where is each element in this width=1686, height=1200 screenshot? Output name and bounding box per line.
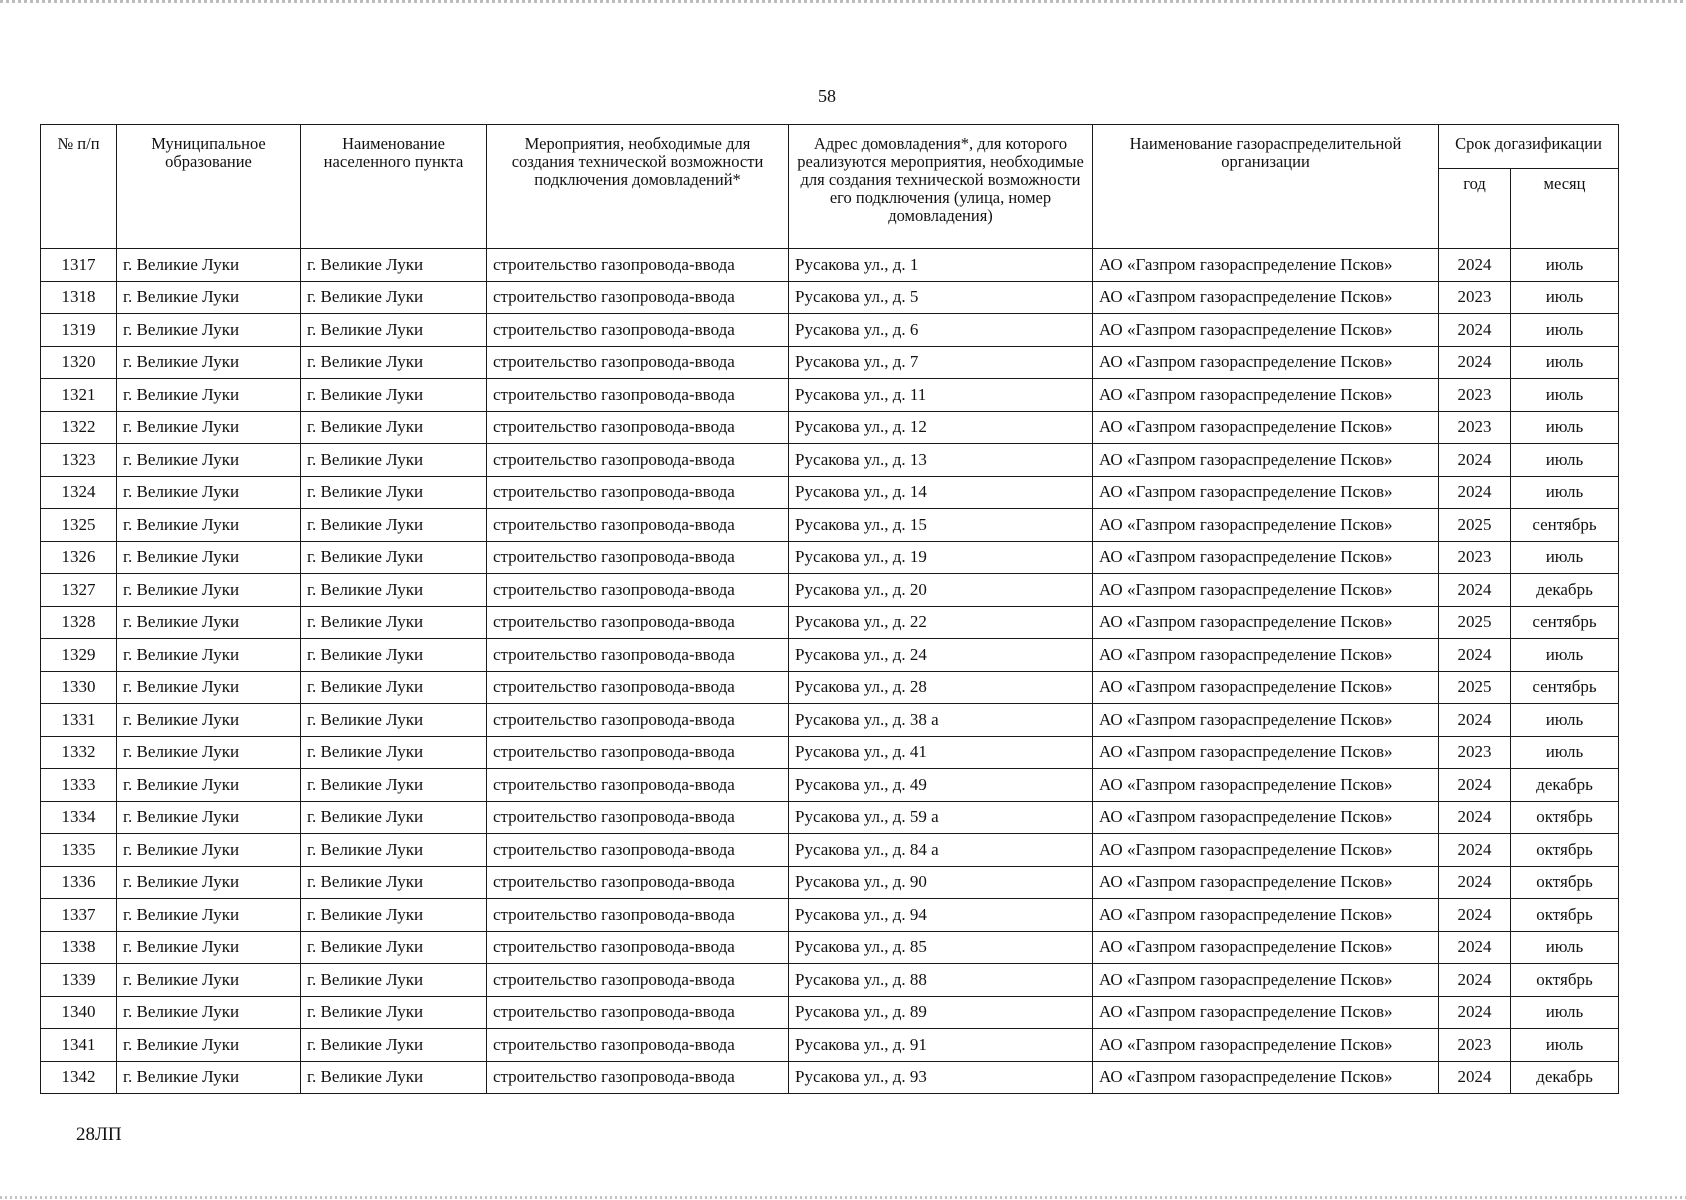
cell-year: 2023	[1439, 281, 1511, 314]
cell-municipality: г. Великие Луки	[117, 249, 301, 282]
cell-num: 1342	[41, 1061, 117, 1094]
cell-month: декабрь	[1511, 1061, 1619, 1094]
cell-address: Русакова ул., д. 15	[789, 509, 1093, 542]
table-header-row	[41, 125, 1619, 169]
cell-municipality: г. Великие Луки	[117, 639, 301, 672]
page-number: 58	[818, 86, 836, 106]
header-organization: Наименование газораспределительной организации	[1093, 125, 1439, 249]
cell-address: Русакова ул., д. 5	[789, 281, 1093, 314]
cell-address: Русакова ул., д. 90	[789, 866, 1093, 899]
cell-month: октябрь	[1511, 866, 1619, 899]
table-row	[41, 834, 1619, 867]
cell-month: октябрь	[1511, 801, 1619, 834]
cell-num: 1326	[41, 541, 117, 574]
cell-measures: строительство газопровода-ввода	[487, 704, 789, 737]
table-row	[41, 1061, 1619, 1094]
cell-settlement: г. Великие Луки	[301, 801, 487, 834]
cell-year: 2024	[1439, 1061, 1511, 1094]
cell-num: 1318	[41, 281, 117, 314]
cell-address: Русакова ул., д. 85	[789, 931, 1093, 964]
cell-organization: АО «Газпром газораспределение Псков»	[1093, 1061, 1439, 1094]
cell-year: 2023	[1439, 541, 1511, 574]
cell-month: июль	[1511, 346, 1619, 379]
cell-year: 2023	[1439, 1029, 1511, 1062]
cell-year: 2025	[1439, 606, 1511, 639]
cell-address: Русакова ул., д. 19	[789, 541, 1093, 574]
cell-measures: строительство газопровода-ввода	[487, 476, 789, 509]
cell-organization: АО «Газпром газораспределение Псков»	[1093, 541, 1439, 574]
cell-num: 1329	[41, 639, 117, 672]
cell-measures: строительство газопровода-ввода	[487, 899, 789, 932]
cell-year: 2023	[1439, 379, 1511, 412]
cell-address: Русакова ул., д. 12	[789, 411, 1093, 444]
scan-edge-top	[0, 0, 1686, 3]
cell-measures: строительство газопровода-ввода	[487, 769, 789, 802]
cell-address: Русакова ул., д. 13	[789, 444, 1093, 477]
cell-measures: строительство газопровода-ввода	[487, 1061, 789, 1094]
cell-organization: АО «Газпром газораспределение Псков»	[1093, 801, 1439, 834]
cell-organization: АО «Газпром газораспределение Псков»	[1093, 574, 1439, 607]
cell-measures: строительство газопровода-ввода	[487, 606, 789, 639]
cell-num: 1325	[41, 509, 117, 542]
cell-month: июль	[1511, 736, 1619, 769]
cell-measures: строительство газопровода-ввода	[487, 639, 789, 672]
table-row	[41, 411, 1619, 444]
cell-organization: АО «Газпром газораспределение Псков»	[1093, 314, 1439, 347]
cell-organization: АО «Газпром газораспределение Псков»	[1093, 834, 1439, 867]
cell-year: 2024	[1439, 866, 1511, 899]
cell-settlement: г. Великие Луки	[301, 574, 487, 607]
cell-month: июль	[1511, 541, 1619, 574]
scan-edge-bottom	[0, 1196, 1686, 1199]
cell-settlement: г. Великие Луки	[301, 769, 487, 802]
cell-municipality: г. Великие Луки	[117, 1029, 301, 1062]
table-row	[41, 931, 1619, 964]
cell-year: 2024	[1439, 574, 1511, 607]
cell-municipality: г. Великие Луки	[117, 346, 301, 379]
cell-address: Русакова ул., д. 1	[789, 249, 1093, 282]
cell-municipality: г. Великие Луки	[117, 704, 301, 737]
cell-municipality: г. Великие Луки	[117, 411, 301, 444]
cell-settlement: г. Великие Луки	[301, 996, 487, 1029]
cell-municipality: г. Великие Луки	[117, 671, 301, 704]
cell-num: 1328	[41, 606, 117, 639]
table-row	[41, 281, 1619, 314]
cell-month: июль	[1511, 281, 1619, 314]
cell-num: 1317	[41, 249, 117, 282]
cell-address: Русакова ул., д. 89	[789, 996, 1093, 1029]
cell-num: 1327	[41, 574, 117, 607]
cell-measures: строительство газопровода-ввода	[487, 444, 789, 477]
cell-address: Русакова ул., д. 7	[789, 346, 1093, 379]
table-row	[41, 314, 1619, 347]
cell-municipality: г. Великие Луки	[117, 866, 301, 899]
cell-month: июль	[1511, 379, 1619, 412]
cell-organization: АО «Газпром газораспределение Псков»	[1093, 671, 1439, 704]
cell-municipality: г. Великие Луки	[117, 801, 301, 834]
cell-settlement: г. Великие Луки	[301, 964, 487, 997]
cell-municipality: г. Великие Луки	[117, 996, 301, 1029]
cell-year: 2023	[1439, 736, 1511, 769]
cell-settlement: г. Великие Луки	[301, 671, 487, 704]
cell-municipality: г. Великие Луки	[117, 931, 301, 964]
cell-year: 2024	[1439, 704, 1511, 737]
cell-address: Русакова ул., д. 28	[789, 671, 1093, 704]
cell-address: Русакова ул., д. 22	[789, 606, 1093, 639]
cell-address: Русакова ул., д. 24	[789, 639, 1093, 672]
cell-num: 1321	[41, 379, 117, 412]
cell-year: 2024	[1439, 931, 1511, 964]
table-row	[41, 704, 1619, 737]
cell-organization: АО «Газпром газораспределение Псков»	[1093, 444, 1439, 477]
table-row	[41, 769, 1619, 802]
cell-month: сентябрь	[1511, 509, 1619, 542]
cell-month: июль	[1511, 1029, 1619, 1062]
cell-num: 1339	[41, 964, 117, 997]
cell-municipality: г. Великие Луки	[117, 899, 301, 932]
cell-settlement: г. Великие Луки	[301, 866, 487, 899]
footer-code: 28ЛП	[76, 1124, 122, 1145]
cell-year: 2024	[1439, 249, 1511, 282]
cell-year: 2023	[1439, 411, 1511, 444]
cell-address: Русакова ул., д. 88	[789, 964, 1093, 997]
cell-measures: строительство газопровода-ввода	[487, 249, 789, 282]
cell-measures: строительство газопровода-ввода	[487, 801, 789, 834]
table-row	[41, 899, 1619, 932]
table-row	[41, 379, 1619, 412]
cell-organization: АО «Газпром газораспределение Псков»	[1093, 476, 1439, 509]
cell-settlement: г. Великие Луки	[301, 476, 487, 509]
cell-municipality: г. Великие Луки	[117, 379, 301, 412]
cell-measures: строительство газопровода-ввода	[487, 964, 789, 997]
cell-month: июль	[1511, 704, 1619, 737]
cell-organization: АО «Газпром газораспределение Псков»	[1093, 736, 1439, 769]
cell-year: 2024	[1439, 639, 1511, 672]
table-row	[41, 574, 1619, 607]
cell-year: 2024	[1439, 899, 1511, 932]
cell-settlement: г. Великие Луки	[301, 249, 487, 282]
cell-municipality: г. Великие Луки	[117, 541, 301, 574]
cell-organization: АО «Газпром газораспределение Псков»	[1093, 866, 1439, 899]
cell-num: 1332	[41, 736, 117, 769]
cell-month: июль	[1511, 444, 1619, 477]
cell-settlement: г. Великие Луки	[301, 736, 487, 769]
cell-address: Русакова ул., д. 49	[789, 769, 1093, 802]
cell-municipality: г. Великие Луки	[117, 509, 301, 542]
table-row	[41, 996, 1619, 1029]
cell-measures: строительство газопровода-ввода	[487, 1029, 789, 1062]
cell-measures: строительство газопровода-ввода	[487, 509, 789, 542]
cell-num: 1336	[41, 866, 117, 899]
cell-address: Русакова ул., д. 20	[789, 574, 1093, 607]
table-row	[41, 964, 1619, 997]
table-row	[41, 671, 1619, 704]
cell-address: Русакова ул., д. 84 а	[789, 834, 1093, 867]
cell-num: 1340	[41, 996, 117, 1029]
table-row	[41, 639, 1619, 672]
cell-measures: строительство газопровода-ввода	[487, 671, 789, 704]
cell-address: Русакова ул., д. 91	[789, 1029, 1093, 1062]
cell-settlement: г. Великие Луки	[301, 379, 487, 412]
cell-measures: строительство газопровода-ввода	[487, 996, 789, 1029]
cell-address: Русакова ул., д. 41	[789, 736, 1093, 769]
cell-month: июль	[1511, 476, 1619, 509]
cell-year: 2024	[1439, 444, 1511, 477]
cell-month: июль	[1511, 411, 1619, 444]
table-row	[41, 866, 1619, 899]
cell-municipality: г. Великие Луки	[117, 444, 301, 477]
cell-settlement: г. Великие Луки	[301, 899, 487, 932]
cell-month: июль	[1511, 931, 1619, 964]
cell-settlement: г. Великие Луки	[301, 1061, 487, 1094]
cell-year: 2024	[1439, 996, 1511, 1029]
header-month: месяц	[1511, 169, 1619, 249]
header-municipality: Муниципальное образование	[117, 125, 301, 249]
cell-year: 2024	[1439, 801, 1511, 834]
cell-num: 1334	[41, 801, 117, 834]
cell-month: сентябрь	[1511, 606, 1619, 639]
cell-measures: строительство газопровода-ввода	[487, 314, 789, 347]
cell-settlement: г. Великие Луки	[301, 1029, 487, 1062]
cell-month: июль	[1511, 639, 1619, 672]
cell-settlement: г. Великие Луки	[301, 931, 487, 964]
cell-num: 1323	[41, 444, 117, 477]
cell-municipality: г. Великие Луки	[117, 476, 301, 509]
cell-settlement: г. Великие Луки	[301, 639, 487, 672]
table-row	[41, 509, 1619, 542]
cell-month: июль	[1511, 996, 1619, 1029]
header-address: Адрес домовладения*, для которого реализуются мероприятия, необходимые для создания технической возможности его подключения (улица, номер домовладения)	[789, 125, 1093, 249]
cell-num: 1324	[41, 476, 117, 509]
cell-settlement: г. Великие Луки	[301, 606, 487, 639]
cell-month: декабрь	[1511, 769, 1619, 802]
cell-address: Русакова ул., д. 14	[789, 476, 1093, 509]
cell-municipality: г. Великие Луки	[117, 964, 301, 997]
cell-municipality: г. Великие Луки	[117, 281, 301, 314]
cell-year: 2025	[1439, 509, 1511, 542]
cell-measures: строительство газопровода-ввода	[487, 346, 789, 379]
table-row	[41, 249, 1619, 282]
table-row	[41, 1029, 1619, 1062]
table-row	[41, 541, 1619, 574]
cell-measures: строительство газопровода-ввода	[487, 866, 789, 899]
cell-organization: АО «Газпром газораспределение Псков»	[1093, 704, 1439, 737]
cell-organization: АО «Газпром газораспределение Псков»	[1093, 606, 1439, 639]
cell-year: 2024	[1439, 964, 1511, 997]
cell-organization: АО «Газпром газораспределение Псков»	[1093, 996, 1439, 1029]
cell-month: октябрь	[1511, 964, 1619, 997]
cell-address: Русакова ул., д. 59 а	[789, 801, 1093, 834]
cell-municipality: г. Великие Луки	[117, 1061, 301, 1094]
cell-settlement: г. Великие Луки	[301, 444, 487, 477]
cell-month: декабрь	[1511, 574, 1619, 607]
cell-address: Русакова ул., д. 11	[789, 379, 1093, 412]
cell-settlement: г. Великие Луки	[301, 541, 487, 574]
cell-settlement: г. Великие Луки	[301, 281, 487, 314]
cell-organization: АО «Газпром газораспределение Псков»	[1093, 964, 1439, 997]
cell-month: сентябрь	[1511, 671, 1619, 704]
cell-num: 1331	[41, 704, 117, 737]
cell-year: 2024	[1439, 769, 1511, 802]
cell-organization: АО «Газпром газораспределение Псков»	[1093, 281, 1439, 314]
cell-organization: АО «Газпром газораспределение Псков»	[1093, 931, 1439, 964]
cell-settlement: г. Великие Луки	[301, 346, 487, 379]
cell-municipality: г. Великие Луки	[117, 574, 301, 607]
cell-num: 1337	[41, 899, 117, 932]
header-year: год	[1439, 169, 1511, 249]
cell-municipality: г. Великие Луки	[117, 736, 301, 769]
cell-settlement: г. Великие Луки	[301, 314, 487, 347]
cell-measures: строительство газопровода-ввода	[487, 931, 789, 964]
cell-settlement: г. Великие Луки	[301, 411, 487, 444]
cell-num: 1320	[41, 346, 117, 379]
table-row	[41, 476, 1619, 509]
cell-municipality: г. Великие Луки	[117, 606, 301, 639]
cell-year: 2024	[1439, 476, 1511, 509]
cell-municipality: г. Великие Луки	[117, 769, 301, 802]
cell-measures: строительство газопровода-ввода	[487, 281, 789, 314]
cell-organization: АО «Газпром газораспределение Псков»	[1093, 411, 1439, 444]
table-row	[41, 444, 1619, 477]
header-measures: Мероприятия, необходимые для создания технической возможности подключения домовладений*	[487, 125, 789, 249]
cell-settlement: г. Великие Луки	[301, 704, 487, 737]
cell-organization: АО «Газпром газораспределение Псков»	[1093, 509, 1439, 542]
cell-year: 2025	[1439, 671, 1511, 704]
cell-municipality: г. Великие Луки	[117, 314, 301, 347]
cell-settlement: г. Великие Луки	[301, 834, 487, 867]
cell-month: июль	[1511, 314, 1619, 347]
cell-num: 1330	[41, 671, 117, 704]
table-row	[41, 606, 1619, 639]
cell-measures: строительство газопровода-ввода	[487, 379, 789, 412]
cell-measures: строительство газопровода-ввода	[487, 541, 789, 574]
cell-address: Русакова ул., д. 94	[789, 899, 1093, 932]
cell-num: 1341	[41, 1029, 117, 1062]
cell-address: Русакова ул., д. 38 а	[789, 704, 1093, 737]
cell-organization: АО «Газпром газораспределение Псков»	[1093, 899, 1439, 932]
cell-year: 2024	[1439, 314, 1511, 347]
cell-measures: строительство газопровода-ввода	[487, 736, 789, 769]
table-body	[41, 249, 1619, 1094]
cell-num: 1335	[41, 834, 117, 867]
cell-num: 1319	[41, 314, 117, 347]
cell-organization: АО «Газпром газораспределение Псков»	[1093, 769, 1439, 802]
header-term: Срок догазификации	[1439, 125, 1619, 169]
cell-num: 1333	[41, 769, 117, 802]
cell-num: 1322	[41, 411, 117, 444]
cell-month: июль	[1511, 249, 1619, 282]
cell-address: Русакова ул., д. 93	[789, 1061, 1093, 1094]
cell-organization: АО «Газпром газораспределение Псков»	[1093, 1029, 1439, 1062]
cell-organization: АО «Газпром газораспределение Псков»	[1093, 379, 1439, 412]
cell-num: 1338	[41, 931, 117, 964]
table-row	[41, 346, 1619, 379]
cell-month: октябрь	[1511, 899, 1619, 932]
cell-address: Русакова ул., д. 6	[789, 314, 1093, 347]
cell-year: 2024	[1439, 834, 1511, 867]
cell-year: 2024	[1439, 346, 1511, 379]
cell-organization: АО «Газпром газораспределение Псков»	[1093, 249, 1439, 282]
header-settlement: Наименование населенного пункта	[301, 125, 487, 249]
cell-municipality: г. Великие Луки	[117, 834, 301, 867]
cell-month: октябрь	[1511, 834, 1619, 867]
cell-measures: строительство газопровода-ввода	[487, 834, 789, 867]
table-row	[41, 736, 1619, 769]
cell-organization: АО «Газпром газораспределение Псков»	[1093, 639, 1439, 672]
cell-organization: АО «Газпром газораспределение Псков»	[1093, 346, 1439, 379]
header-num: № п/п	[41, 125, 117, 249]
cell-measures: строительство газопровода-ввода	[487, 411, 789, 444]
gasification-table	[40, 124, 1619, 1094]
cell-measures: строительство газопровода-ввода	[487, 574, 789, 607]
cell-settlement: г. Великие Луки	[301, 509, 487, 542]
table-row	[41, 801, 1619, 834]
